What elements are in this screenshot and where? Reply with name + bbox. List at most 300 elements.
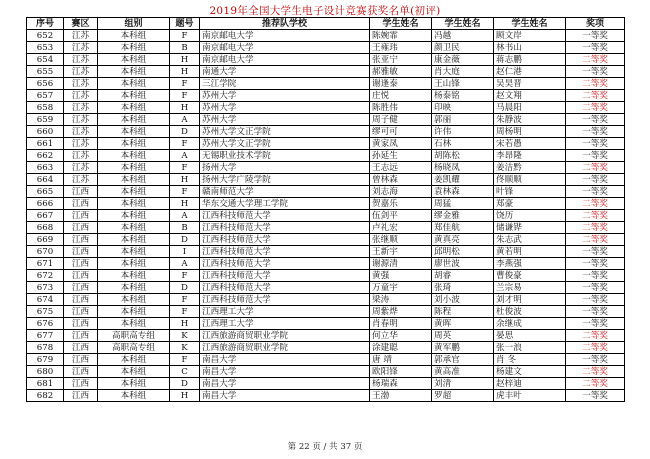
cell-student-2: 杨泰铭 bbox=[432, 90, 494, 102]
page-title: 2019年全国大学生电子设计竞赛获奖名单(初评) bbox=[209, 5, 441, 17]
table-row bbox=[27, 258, 625, 270]
cell-student-3: 林书山 bbox=[494, 42, 566, 54]
cell-topic: F bbox=[170, 162, 200, 174]
cell-no: 652 bbox=[27, 30, 64, 42]
table-row bbox=[27, 306, 625, 318]
table-row bbox=[27, 30, 625, 42]
table-row bbox=[27, 234, 625, 246]
cell-award: 二等奖 bbox=[566, 342, 625, 354]
cell-no: 679 bbox=[27, 354, 64, 366]
cell-group: 本科组 bbox=[98, 150, 170, 162]
table-row bbox=[27, 198, 625, 210]
table-row bbox=[27, 138, 625, 150]
cell-award: 一等奖 bbox=[566, 66, 625, 78]
cell-region: 江西 bbox=[64, 258, 98, 270]
cell-no: 682 bbox=[27, 390, 64, 402]
cell-award: 二等奖 bbox=[566, 78, 625, 90]
cell-student-2: 印映 bbox=[432, 102, 494, 114]
award-table bbox=[26, 17, 625, 402]
header-topic: 题号 bbox=[170, 18, 200, 30]
cell-group: 本科组 bbox=[98, 234, 170, 246]
cell-school: 江西科技师范大学 bbox=[200, 294, 370, 306]
cell-student-2: 黄真亮 bbox=[432, 234, 494, 246]
cell-region: 江苏 bbox=[64, 66, 98, 78]
cell-school: 苏州大学文正学院 bbox=[200, 126, 370, 138]
cell-region: 江西 bbox=[64, 330, 98, 342]
cell-no: 669 bbox=[27, 234, 64, 246]
cell-topic: F bbox=[170, 294, 200, 306]
cell-student-3: 余继成 bbox=[494, 318, 566, 330]
cell-topic: A bbox=[170, 210, 200, 222]
cell-student-3: 兰宗易 bbox=[494, 282, 566, 294]
cell-school: 江西科技师范大学 bbox=[200, 258, 370, 270]
cell-topic: H bbox=[170, 102, 200, 114]
cell-region: 江西 bbox=[64, 198, 98, 210]
cell-award: 二等奖 bbox=[566, 378, 625, 390]
cell-group: 高职高专组 bbox=[98, 330, 170, 342]
header-region: 赛区 bbox=[64, 18, 98, 30]
cell-topic: H bbox=[170, 318, 200, 330]
cell-student-2: 袁林森 bbox=[432, 186, 494, 198]
cell-region: 江西 bbox=[64, 390, 98, 402]
cell-student-3: 郑豪 bbox=[494, 198, 566, 210]
cell-student-3: 杜俊波 bbox=[494, 306, 566, 318]
cell-student-1: 王雍玮 bbox=[370, 42, 432, 54]
cell-school: 江西科技师范大学 bbox=[200, 246, 370, 258]
cell-topic: A bbox=[170, 150, 200, 162]
cell-no: 672 bbox=[27, 270, 64, 282]
cell-no: 656 bbox=[27, 78, 64, 90]
cell-topic: F bbox=[170, 78, 200, 90]
cell-no: 661 bbox=[27, 138, 64, 150]
cell-school: 南京邮电大学 bbox=[200, 42, 370, 54]
cell-no: 663 bbox=[27, 162, 64, 174]
cell-student-1: 刘志海 bbox=[370, 186, 432, 198]
cell-no: 668 bbox=[27, 222, 64, 234]
cell-school: 南昌大学 bbox=[200, 378, 370, 390]
cell-student-3: 肖 冬 bbox=[494, 354, 566, 366]
cell-group: 本科组 bbox=[98, 378, 170, 390]
cell-school: 江西科技师范大学 bbox=[200, 270, 370, 282]
cell-school: 江西旅游商贸职业学院 bbox=[200, 330, 370, 342]
cell-region: 江西 bbox=[64, 354, 98, 366]
table-row bbox=[27, 150, 625, 162]
cell-group: 本科组 bbox=[98, 54, 170, 66]
cell-region: 江苏 bbox=[64, 42, 98, 54]
cell-student-1: 梁涛 bbox=[370, 294, 432, 306]
cell-region: 江西 bbox=[64, 294, 98, 306]
cell-topic: H bbox=[170, 66, 200, 78]
table-row bbox=[27, 54, 625, 66]
cell-no: 673 bbox=[27, 282, 64, 294]
cell-school: 南京邮电大学 bbox=[200, 54, 370, 66]
cell-topic: C bbox=[170, 366, 200, 378]
cell-topic: H bbox=[170, 174, 200, 186]
cell-student-3: 姜洁黔 bbox=[494, 162, 566, 174]
cell-student-2: 黄晖 bbox=[432, 318, 494, 330]
cell-student-2: 杨晓凤 bbox=[432, 162, 494, 174]
cell-school: 江西科技师范大学 bbox=[200, 234, 370, 246]
cell-student-2: 肖大庭 bbox=[432, 66, 494, 78]
cell-student-3: 周杨明 bbox=[494, 126, 566, 138]
cell-region: 江苏 bbox=[64, 30, 98, 42]
table-row bbox=[27, 294, 625, 306]
cell-school: 南昌大学 bbox=[200, 366, 370, 378]
cell-school: 无锡职业技术学院 bbox=[200, 150, 370, 162]
cell-school: 扬州大学 bbox=[200, 162, 370, 174]
cell-topic: F bbox=[170, 270, 200, 282]
cell-group: 本科组 bbox=[98, 90, 170, 102]
cell-school: 江西理工大学 bbox=[200, 318, 370, 330]
cell-student-2: 石林 bbox=[432, 138, 494, 150]
cell-group: 本科组 bbox=[98, 318, 170, 330]
table-row bbox=[27, 102, 625, 114]
cell-student-1: 陈胜伟 bbox=[370, 102, 432, 114]
cell-student-1: 卢礼宏 bbox=[370, 222, 432, 234]
cell-group: 本科组 bbox=[98, 198, 170, 210]
cell-group: 本科组 bbox=[98, 126, 170, 138]
cell-topic: D bbox=[170, 234, 200, 246]
cell-student-3: 马晨阳 bbox=[494, 102, 566, 114]
cell-school: 三江学院 bbox=[200, 78, 370, 90]
cell-topic: F bbox=[170, 354, 200, 366]
cell-student-1: 孙延生 bbox=[370, 150, 432, 162]
cell-topic: H bbox=[170, 54, 200, 66]
table-row bbox=[27, 174, 625, 186]
cell-group: 本科组 bbox=[98, 114, 170, 126]
cell-award: 一等奖 bbox=[566, 138, 625, 150]
cell-student-2: 刘小波 bbox=[432, 294, 494, 306]
cell-no: 675 bbox=[27, 306, 64, 318]
cell-group: 本科组 bbox=[98, 78, 170, 90]
cell-student-3: 刘才明 bbox=[494, 294, 566, 306]
header-student-1: 学生姓名 bbox=[370, 18, 432, 30]
cell-school: 江西科技师范大学 bbox=[200, 282, 370, 294]
cell-student-3: 李昂隆 bbox=[494, 150, 566, 162]
cell-award: 二等奖 bbox=[566, 54, 625, 66]
cell-topic: K bbox=[170, 330, 200, 342]
cell-award: 二等奖 bbox=[566, 102, 625, 114]
cell-student-1: 周子健 bbox=[370, 114, 432, 126]
cell-student-1: 曾林森 bbox=[370, 174, 432, 186]
cell-group: 本科组 bbox=[98, 30, 170, 42]
cell-region: 江苏 bbox=[64, 90, 98, 102]
cell-award: 一等奖 bbox=[566, 390, 625, 402]
cell-no: 665 bbox=[27, 186, 64, 198]
cell-school: 苏州大学文正学院 bbox=[200, 138, 370, 150]
cell-student-3: 朱静波 bbox=[494, 114, 566, 126]
table-row bbox=[27, 210, 625, 222]
header-award: 奖项 bbox=[566, 18, 625, 30]
cell-topic: F bbox=[170, 30, 200, 42]
cell-award: 一等奖 bbox=[566, 30, 625, 42]
cell-student-2: 陈程 bbox=[432, 306, 494, 318]
cell-group: 本科组 bbox=[98, 390, 170, 402]
cell-student-1: 陈婉霏 bbox=[370, 30, 432, 42]
cell-student-3: 叶锋 bbox=[494, 186, 566, 198]
cell-student-2: 张琦 bbox=[432, 282, 494, 294]
cell-student-2: 刘清 bbox=[432, 378, 494, 390]
cell-no: 657 bbox=[27, 90, 64, 102]
header-student-2: 学生姓名 bbox=[432, 18, 494, 30]
cell-region: 江西 bbox=[64, 378, 98, 390]
cell-student-1: 欧阳锋 bbox=[370, 366, 432, 378]
table-row bbox=[27, 354, 625, 366]
cell-award: 二等奖 bbox=[566, 366, 625, 378]
cell-topic: F bbox=[170, 186, 200, 198]
page-footer: 第 22 页 / 共 37 页 bbox=[287, 442, 363, 452]
cell-topic: B bbox=[170, 222, 200, 234]
cell-student-3: 顾文岸 bbox=[494, 30, 566, 42]
cell-award: 一等奖 bbox=[566, 126, 625, 138]
cell-student-1: 黄家凤 bbox=[370, 138, 432, 150]
cell-no: 680 bbox=[27, 366, 64, 378]
cell-student-3: 宋若愚 bbox=[494, 138, 566, 150]
cell-region: 江苏 bbox=[64, 150, 98, 162]
table-row bbox=[27, 366, 625, 378]
cell-no: 659 bbox=[27, 114, 64, 126]
cell-award: 一等奖 bbox=[566, 294, 625, 306]
cell-student-2: 廖世波 bbox=[432, 258, 494, 270]
cell-topic: D bbox=[170, 378, 200, 390]
cell-student-2: 许伟 bbox=[432, 126, 494, 138]
cell-group: 本科组 bbox=[98, 210, 170, 222]
cell-student-3: 佟顺顺 bbox=[494, 174, 566, 186]
cell-award: 一等奖 bbox=[566, 258, 625, 270]
cell-student-3: 储谦铧 bbox=[494, 222, 566, 234]
cell-school: 扬州大学广陵学院 bbox=[200, 174, 370, 186]
cell-student-2: 郭丽 bbox=[432, 114, 494, 126]
cell-student-1: 贺嘉乐 bbox=[370, 198, 432, 210]
cell-topic: I bbox=[170, 246, 200, 258]
cell-student-1: 王渤 bbox=[370, 390, 432, 402]
cell-topic: H bbox=[170, 198, 200, 210]
cell-group: 本科组 bbox=[98, 366, 170, 378]
cell-no: 658 bbox=[27, 102, 64, 114]
cell-topic: F bbox=[170, 90, 200, 102]
cell-student-3: 赵文翔 bbox=[494, 90, 566, 102]
cell-student-1: 唐 靖 bbox=[370, 354, 432, 366]
cell-group: 本科组 bbox=[98, 102, 170, 114]
table-row bbox=[27, 342, 625, 354]
cell-award: 一等奖 bbox=[566, 306, 625, 318]
cell-student-3: 朱志武 bbox=[494, 234, 566, 246]
header-no: 序号 bbox=[27, 18, 64, 30]
cell-no: 670 bbox=[27, 246, 64, 258]
cell-region: 江苏 bbox=[64, 174, 98, 186]
table-row bbox=[27, 318, 625, 330]
cell-region: 江苏 bbox=[64, 126, 98, 138]
cell-group: 本科组 bbox=[98, 306, 170, 318]
cell-student-1: 庄悦 bbox=[370, 90, 432, 102]
cell-student-1: 张亚宁 bbox=[370, 54, 432, 66]
cell-award: 二等奖 bbox=[566, 210, 625, 222]
cell-region: 江西 bbox=[64, 306, 98, 318]
cell-student-1: 伍剑平 bbox=[370, 210, 432, 222]
table-body bbox=[27, 30, 625, 402]
cell-region: 江西 bbox=[64, 318, 98, 330]
cell-region: 江苏 bbox=[64, 162, 98, 174]
cell-school: 江西旅游商贸职业学院 bbox=[200, 342, 370, 354]
cell-student-3: 李燕强 bbox=[494, 258, 566, 270]
table-row bbox=[27, 330, 625, 342]
cell-region: 江西 bbox=[64, 282, 98, 294]
cell-group: 本科组 bbox=[98, 66, 170, 78]
cell-group: 高职高专组 bbox=[98, 342, 170, 354]
table-row bbox=[27, 42, 625, 54]
cell-no: 666 bbox=[27, 198, 64, 210]
cell-student-2: 颜卫民 bbox=[432, 42, 494, 54]
cell-region: 江西 bbox=[64, 210, 98, 222]
cell-school: 南昌大学 bbox=[200, 390, 370, 402]
table-row bbox=[27, 222, 625, 234]
cell-school: 江西科技师范大学 bbox=[200, 210, 370, 222]
cell-school: 赣南师范大学 bbox=[200, 186, 370, 198]
cell-award: 一等奖 bbox=[566, 42, 625, 54]
cell-student-1: 黄强 bbox=[370, 270, 432, 282]
cell-student-3: 张一浪 bbox=[494, 342, 566, 354]
table-row bbox=[27, 246, 625, 258]
cell-no: 655 bbox=[27, 66, 64, 78]
cell-no: 660 bbox=[27, 126, 64, 138]
cell-topic: F bbox=[170, 138, 200, 150]
cell-region: 江苏 bbox=[64, 114, 98, 126]
cell-group: 本科组 bbox=[98, 42, 170, 54]
cell-school: 江西科技师范大学 bbox=[200, 222, 370, 234]
cell-award: 一等奖 bbox=[566, 282, 625, 294]
cell-topic: K bbox=[170, 342, 200, 354]
cell-region: 江西 bbox=[64, 234, 98, 246]
cell-group: 本科组 bbox=[98, 138, 170, 150]
header-group: 组别 bbox=[98, 18, 170, 30]
cell-student-2: 周英 bbox=[432, 330, 494, 342]
cell-student-1: 谢源清 bbox=[370, 258, 432, 270]
cell-student-2: 罗超 bbox=[432, 390, 494, 402]
table-header-row bbox=[27, 18, 625, 30]
cell-topic: A bbox=[170, 258, 200, 270]
cell-region: 江西 bbox=[64, 366, 98, 378]
table-row bbox=[27, 186, 625, 198]
table-row bbox=[27, 162, 625, 174]
table-row bbox=[27, 390, 625, 402]
cell-region: 江苏 bbox=[64, 138, 98, 150]
cell-student-2: 黄军鹏 bbox=[432, 342, 494, 354]
cell-region: 江苏 bbox=[64, 102, 98, 114]
cell-student-3: 饶历 bbox=[494, 210, 566, 222]
cell-award: 二等奖 bbox=[566, 330, 625, 342]
cell-no: 664 bbox=[27, 174, 64, 186]
cell-student-3: 吴昊晋 bbox=[494, 78, 566, 90]
cell-student-2: 胡睿 bbox=[432, 270, 494, 282]
cell-student-3: 曹俊豪 bbox=[494, 270, 566, 282]
cell-region: 江西 bbox=[64, 342, 98, 354]
cell-group: 本科组 bbox=[98, 270, 170, 282]
table-row bbox=[27, 282, 625, 294]
cell-group: 本科组 bbox=[98, 162, 170, 174]
cell-student-3: 蒋志鹏 bbox=[494, 54, 566, 66]
cell-no: 674 bbox=[27, 294, 64, 306]
header-school: 推荐队学校 bbox=[200, 18, 370, 30]
cell-school: 南通大学 bbox=[200, 66, 370, 78]
cell-topic: D bbox=[170, 126, 200, 138]
cell-student-2: 缪金雅 bbox=[432, 210, 494, 222]
cell-award: 一等奖 bbox=[566, 354, 625, 366]
cell-school: 南昌大学 bbox=[200, 354, 370, 366]
cell-award: 一等奖 bbox=[566, 114, 625, 126]
cell-no: 662 bbox=[27, 150, 64, 162]
cell-topic: D bbox=[170, 282, 200, 294]
cell-award: 二等奖 bbox=[566, 222, 625, 234]
cell-student-3: 赵梓迪 bbox=[494, 378, 566, 390]
cell-group: 本科组 bbox=[98, 186, 170, 198]
cell-no: 654 bbox=[27, 54, 64, 66]
cell-school: 南京邮电大学 bbox=[200, 30, 370, 42]
cell-student-1: 肖春明 bbox=[370, 318, 432, 330]
table-row bbox=[27, 78, 625, 90]
cell-student-1: 何立华 bbox=[370, 330, 432, 342]
cell-no: 667 bbox=[27, 210, 64, 222]
cell-award: 一等奖 bbox=[566, 246, 625, 258]
table-row bbox=[27, 90, 625, 102]
table-row bbox=[27, 114, 625, 126]
cell-student-1: 郝雅敏 bbox=[370, 66, 432, 78]
cell-school: 苏州大学 bbox=[200, 102, 370, 114]
header-student-3: 学生姓名 bbox=[494, 18, 566, 30]
cell-student-1: 涂建聪 bbox=[370, 342, 432, 354]
cell-student-1: 杨瑞森 bbox=[370, 378, 432, 390]
cell-school: 苏州大学 bbox=[200, 90, 370, 102]
cell-no: 676 bbox=[27, 318, 64, 330]
cell-group: 本科组 bbox=[98, 354, 170, 366]
cell-student-3: 黄若明 bbox=[494, 246, 566, 258]
cell-student-2: 胡陈松 bbox=[432, 150, 494, 162]
cell-award: 一等奖 bbox=[566, 186, 625, 198]
cell-group: 本科组 bbox=[98, 174, 170, 186]
cell-student-1: 周紫烨 bbox=[370, 306, 432, 318]
cell-student-2: 郭承官 bbox=[432, 354, 494, 366]
cell-school: 苏州大学 bbox=[200, 114, 370, 126]
cell-region: 江西 bbox=[64, 186, 98, 198]
table-row bbox=[27, 378, 625, 390]
cell-group: 本科组 bbox=[98, 222, 170, 234]
cell-student-1: 谢逢泰 bbox=[370, 78, 432, 90]
cell-student-2: 王山锋 bbox=[432, 78, 494, 90]
cell-student-2: 周猛 bbox=[432, 198, 494, 210]
cell-topic: B bbox=[170, 42, 200, 54]
cell-region: 江苏 bbox=[64, 78, 98, 90]
table-row bbox=[27, 270, 625, 282]
cell-student-1: 王志远 bbox=[370, 162, 432, 174]
cell-student-2: 黄高准 bbox=[432, 366, 494, 378]
cell-student-1: 万童宇 bbox=[370, 282, 432, 294]
cell-region: 江西 bbox=[64, 270, 98, 282]
cell-group: 本科组 bbox=[98, 294, 170, 306]
cell-topic: A bbox=[170, 114, 200, 126]
cell-region: 江西 bbox=[64, 246, 98, 258]
cell-no: 678 bbox=[27, 342, 64, 354]
cell-award: 一等奖 bbox=[566, 318, 625, 330]
cell-no: 681 bbox=[27, 378, 64, 390]
cell-student-3: 虎丰叶 bbox=[494, 390, 566, 402]
cell-topic: F bbox=[170, 306, 200, 318]
cell-region: 江苏 bbox=[64, 54, 98, 66]
cell-no: 677 bbox=[27, 330, 64, 342]
cell-student-2: 冯越 bbox=[432, 30, 494, 42]
cell-group: 本科组 bbox=[98, 282, 170, 294]
cell-student-1: 缪可可 bbox=[370, 126, 432, 138]
cell-region: 江西 bbox=[64, 222, 98, 234]
cell-award: 二等奖 bbox=[566, 198, 625, 210]
